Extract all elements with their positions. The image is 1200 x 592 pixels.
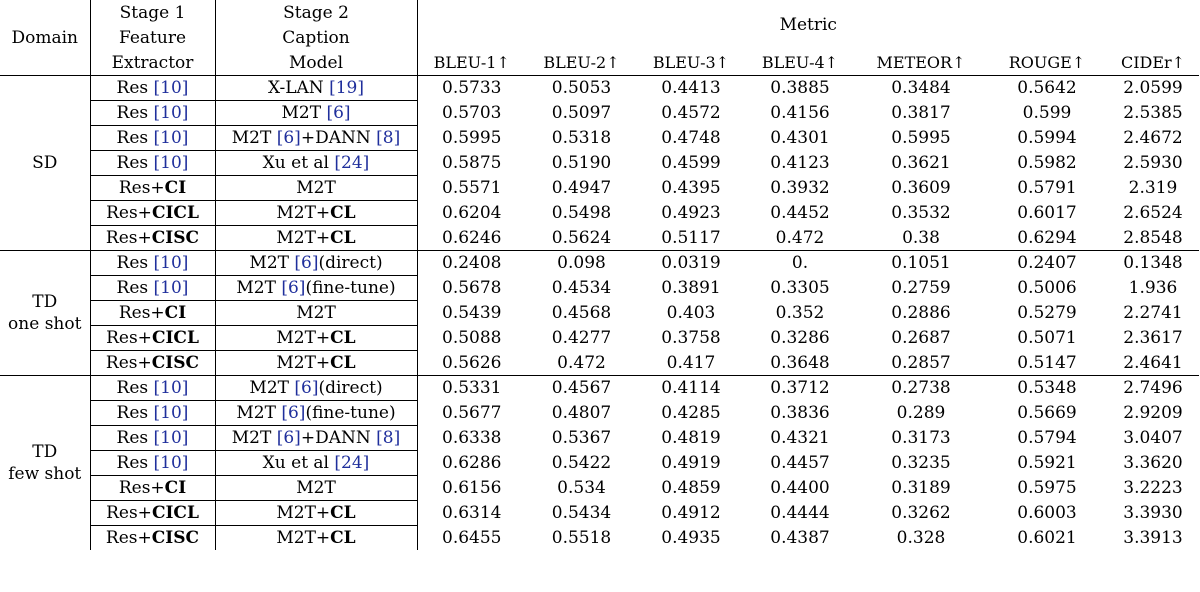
feature-extractor-cell — [90, 101, 215, 126]
metric-cell-bleu2: 0.098 — [557, 253, 606, 274]
metric-cell-bleu3: 0.4413 — [661, 78, 721, 99]
feature-extractor-cell-text: Res — [116, 103, 154, 123]
feature-extractor-cell-text: CISC — [151, 228, 200, 248]
metric-cell-bleu3: 0.3758 — [661, 328, 721, 348]
table-row — [0, 476, 1199, 501]
feature-extractor-cell-text: Res — [116, 378, 154, 398]
feature-extractor-cell-text: Res — [116, 278, 154, 298]
metric-cell-bleu3: 0.4923 — [661, 203, 721, 223]
metric-cell-bleu1: 0.5571 — [417, 176, 526, 201]
caption-model-cell-text: M2T — [231, 428, 277, 448]
metric-cell-meteor: 0.1051 — [891, 253, 951, 274]
metric-cell-meteor: 0.3262 — [891, 503, 951, 523]
citation-link[interactable]: [8] — [376, 428, 401, 448]
metric-cell-cider: 2.4672 — [1123, 128, 1183, 148]
table-row — [0, 376, 1199, 401]
feature-extractor-cell — [90, 351, 215, 376]
citation-link[interactable]: [10] — [153, 428, 189, 448]
metric-header-meteor: METEOR↑ — [855, 50, 987, 76]
caption-model-cell-text: M2T+ — [276, 228, 331, 248]
table-row — [0, 176, 1199, 201]
caption-model-cell — [215, 201, 417, 226]
feature-extractor-cell-text: Res+ — [105, 228, 152, 248]
metric-cell-bleu4: 0.4321 — [770, 428, 830, 448]
metric-cell-cider: 2.4641 — [1107, 351, 1199, 376]
metric-cell-meteor: 0.2857 — [855, 351, 987, 376]
feature-extractor-cell — [90, 401, 215, 426]
feature-extractor-cell-text: Res+ — [105, 528, 152, 548]
feature-extractor-cell — [90, 376, 215, 401]
table-row — [0, 76, 1199, 101]
citation-link[interactable]: [6] — [276, 428, 301, 448]
citation-link[interactable]: [10] — [153, 453, 189, 473]
domain-label: TD — [32, 292, 58, 312]
feature-extractor-cell — [90, 176, 215, 201]
metric-cell-bleu2: 0.4568 — [551, 303, 612, 323]
metric-cell-bleu4: 0.3836 — [770, 403, 830, 423]
feature-extractor-cell — [90, 76, 215, 101]
metric-cell-bleu2: 0.4947 — [551, 178, 612, 198]
caption-model-cell-text: M2T — [236, 278, 282, 298]
metric-cell-bleu4: 0.3932 — [770, 178, 830, 198]
caption-model-cell — [215, 476, 417, 501]
metric-cell-bleu2: 0.4567 — [551, 378, 612, 399]
table-row — [0, 101, 1199, 126]
feature-extractor-cell — [90, 226, 215, 251]
metric-cell-bleu2: 0.5190 — [551, 153, 612, 173]
metric-cell-bleu3: 0.5117 — [637, 226, 745, 251]
caption-model-cell — [215, 101, 417, 126]
metric-cell-bleu4: 0.4301 — [770, 128, 830, 148]
caption-model-cell-text: (direct) — [318, 378, 383, 398]
metric-cell-bleu1: 0.6156 — [417, 476, 526, 501]
table-row — [0, 351, 1199, 376]
feature-extractor-cell — [90, 251, 215, 276]
citation-link[interactable]: [10] — [153, 78, 189, 98]
metric-cell-meteor: 0.3609 — [891, 178, 951, 198]
caption-model-cell-text: +DANN — [300, 128, 377, 148]
citation-link[interactable]: [10] — [153, 378, 189, 398]
caption-model-cell-text: X-LAN — [268, 78, 330, 98]
metric-cell-bleu2: 0.5624 — [526, 226, 637, 251]
metric-cell-bleu4: 0.4123 — [770, 153, 830, 173]
caption-model-cell-text: M2T — [296, 478, 336, 498]
feature-extractor-cell-text: Res+ — [106, 328, 152, 348]
metric-cell-bleu1: 0.6286 — [417, 451, 526, 476]
citation-link[interactable]: [6] — [326, 103, 351, 123]
citation-link[interactable]: [24] — [334, 453, 370, 473]
metric-cell-meteor: 0.3621 — [891, 153, 951, 173]
table-row — [0, 326, 1199, 351]
feature-extractor-cell — [90, 476, 215, 501]
table-row — [0, 201, 1199, 226]
domain-label: one shot — [8, 314, 82, 334]
caption-model-cell — [215, 151, 417, 176]
metric-cell-rouge: 0.5975 — [1017, 478, 1077, 498]
caption-model-cell-text: M2T+ — [276, 503, 331, 523]
feature-extractor-cell — [90, 501, 215, 526]
metric-cell-bleu4: 0.4400 — [770, 478, 830, 498]
metric-cell-bleu1: 0.5626 — [417, 351, 526, 376]
metric-cell-bleu2: 0.5318 — [551, 128, 612, 148]
metric-cell-rouge: 0.2407 — [1017, 253, 1077, 274]
metric-cell-bleu4: 0.472 — [745, 226, 855, 251]
caption-model-cell — [215, 176, 417, 201]
caption-model-cell — [215, 76, 417, 101]
metric-cell-bleu2: 0.5367 — [551, 428, 612, 448]
caption-model-cell-text: M2T — [296, 303, 336, 323]
table-row — [0, 426, 1199, 451]
citation-link[interactable]: [6] — [281, 278, 306, 298]
feature-extractor-cell — [90, 301, 215, 326]
metric-cell-bleu1: 0.5678 — [417, 276, 526, 301]
table-header — [0, 0, 1199, 76]
citation-link[interactable]: [10] — [153, 403, 189, 423]
feature-extractor-cell-text: Res — [116, 78, 154, 98]
metric-cell-cider: 2.319 — [1128, 178, 1178, 198]
caption-model-cell-text: M2T+ — [276, 353, 331, 373]
metric-cell-bleu2: 0.534 — [557, 478, 606, 498]
metric-cell-bleu3: 0.4935 — [661, 527, 721, 548]
table-row — [0, 226, 1199, 251]
metric-cell-cider: 3.3913 — [1123, 527, 1183, 548]
caption-model-cell-text: M2T+ — [276, 328, 331, 348]
caption-model-cell-text: CL — [330, 328, 356, 348]
caption-model-cell — [215, 501, 417, 526]
caption-model-cell-text: M2T — [296, 178, 336, 198]
citation-link[interactable]: [19] — [329, 78, 364, 98]
feature-extractor-cell — [90, 326, 215, 351]
citation-link[interactable]: [10] — [153, 278, 189, 298]
domain-label: SD — [32, 153, 58, 173]
metric-cell-bleu3: 0.4819 — [661, 428, 721, 448]
metric-cell-bleu2: 0.5097 — [551, 103, 612, 123]
citation-link[interactable]: [6] — [276, 128, 301, 148]
feature-extractor-cell-text: CI — [164, 478, 187, 498]
metric-cell-bleu1: 0.6338 — [417, 426, 526, 451]
metric-cell-bleu3: 0.4572 — [661, 103, 721, 123]
caption-model-cell — [215, 251, 417, 276]
domain-label: few shot — [8, 464, 82, 484]
metric-cell-meteor: 0.5995 — [891, 128, 951, 148]
metric-cell-rouge: 0.5348 — [1017, 378, 1077, 399]
feature-extractor-cell-text: Res — [116, 453, 154, 473]
citation-link[interactable]: [24] — [334, 153, 370, 173]
feature-extractor-cell — [90, 201, 215, 226]
metric-cell-meteor: 0.3235 — [891, 453, 951, 473]
citation-link[interactable]: [6] — [281, 403, 306, 423]
metric-cell-cider: 3.3930 — [1123, 503, 1183, 523]
stage2-header-line3: Model — [215, 50, 417, 76]
metric-cell-bleu3: 0.403 — [666, 303, 716, 323]
metric-cell-bleu2: 0.5518 — [551, 527, 612, 548]
caption-model-cell-text: M2T+ — [276, 528, 331, 548]
domain-header: Domain — [0, 0, 90, 76]
metric-cell-cider: 2.6524 — [1123, 203, 1183, 223]
metric-cell-bleu3: 0.4919 — [661, 453, 721, 473]
caption-model-cell — [215, 276, 417, 301]
metric-cell-bleu4: 0.3648 — [745, 351, 855, 376]
feature-extractor-cell-text: Res — [116, 428, 154, 448]
metric-cell-rouge: 0.5994 — [1017, 128, 1077, 148]
metric-cell-meteor: 0.38 — [855, 226, 987, 251]
metric-cell-bleu3: 0.4285 — [661, 403, 721, 423]
feature-extractor-cell — [90, 426, 215, 451]
metric-cell-rouge: 0.5982 — [1017, 153, 1077, 173]
caption-model-cell-text: CL — [330, 228, 356, 248]
metric-cell-bleu4: 0.4156 — [770, 103, 830, 123]
table-row — [0, 126, 1199, 151]
caption-model-cell-text: (fine-tune) — [305, 403, 396, 423]
metric-cell-rouge: 0.599 — [1022, 103, 1072, 123]
feature-extractor-cell-text: CISC — [151, 353, 200, 373]
metric-cell-rouge: 0.5147 — [987, 351, 1107, 376]
stage1-header-line2: Feature — [90, 26, 215, 50]
metric-cell-rouge: 0.6294 — [987, 226, 1107, 251]
caption-model-cell — [215, 351, 417, 376]
citation-link[interactable]: [10] — [153, 253, 189, 273]
citation-link[interactable]: [10] — [153, 103, 189, 123]
feature-extractor-cell-text: Res+ — [118, 178, 165, 198]
metric-cell-bleu1: 0.6204 — [417, 201, 526, 226]
feature-extractor-cell-text: Res+ — [106, 503, 152, 523]
metric-cell-rouge: 0.5071 — [1017, 328, 1077, 348]
caption-model-cell-text: +DANN — [300, 428, 377, 448]
metric-cell-rouge: 0.6017 — [1017, 203, 1077, 223]
caption-model-cell — [215, 401, 417, 426]
feature-extractor-cell-text: CI — [164, 178, 187, 198]
metric-cell-meteor: 0.2886 — [891, 303, 951, 323]
feature-extractor-cell-text: CI — [164, 303, 187, 323]
metric-cell-rouge: 0.5642 — [1017, 78, 1077, 99]
metric-header-bleu1: BLEU-1↑ — [417, 50, 526, 76]
caption-model-cell-text: M2T — [249, 253, 295, 273]
caption-model-cell-text: CL — [330, 503, 356, 523]
metric-cell-bleu1: 0.6455 — [417, 526, 526, 551]
metric-cell-bleu3: 0.4395 — [661, 178, 721, 198]
metric-cell-bleu2: 0.5053 — [551, 78, 612, 99]
metric-group-header: Metric — [417, 0, 1199, 50]
metric-cell-cider: 3.3620 — [1123, 453, 1183, 473]
metric-cell-meteor: 0.2738 — [891, 378, 951, 399]
metric-cell-rouge: 0.6021 — [1017, 527, 1077, 548]
metric-cell-rouge: 0.5006 — [1017, 278, 1077, 298]
domain-cell — [0, 76, 90, 251]
feature-extractor-cell-text: Res+ — [106, 203, 152, 223]
metric-cell-bleu1: 0.6246 — [417, 226, 526, 251]
table-body — [0, 76, 1199, 551]
metric-cell-bleu3: 0.4859 — [661, 478, 721, 498]
metric-cell-bleu4: 0.3885 — [770, 78, 830, 99]
metric-cell-bleu1: 0.5677 — [417, 401, 526, 426]
metric-cell-rouge: 0.5669 — [1017, 403, 1077, 423]
citation-link[interactable]: [10] — [153, 128, 189, 148]
metric-cell-rouge: 0.5279 — [1017, 303, 1077, 323]
feature-extractor-cell — [90, 151, 215, 176]
caption-model-cell-text: M2T — [231, 128, 277, 148]
metric-cell-bleu1: 0.5703 — [417, 101, 526, 126]
metric-cell-bleu1: 0.5331 — [417, 376, 526, 401]
metric-cell-meteor: 0.3817 — [891, 103, 951, 123]
citation-link[interactable]: [6] — [294, 378, 319, 398]
metric-header-bleu4: BLEU-4↑ — [745, 50, 855, 76]
metric-cell-bleu4: 0.4387 — [770, 527, 830, 548]
citation-link[interactable]: [8] — [376, 128, 401, 148]
caption-model-cell-text: M2T — [249, 378, 295, 398]
feature-extractor-cell-text: CICL — [151, 203, 199, 223]
caption-model-cell-text: CL — [330, 203, 356, 223]
table-row — [0, 401, 1199, 426]
metric-cell-bleu2: 0.472 — [526, 351, 637, 376]
domain-label: TD — [32, 442, 58, 462]
stage1-header-line1: Stage 1 — [90, 0, 215, 26]
stage1-header-line3: Extractor — [90, 50, 215, 76]
metric-cell-bleu3: 0.4599 — [661, 153, 721, 173]
metric-cell-rouge: 0.6003 — [1017, 503, 1077, 523]
metric-cell-cider: 0.1348 — [1123, 253, 1183, 274]
caption-model-cell-text: M2T — [281, 103, 327, 123]
metric-cell-bleu4: 0.3286 — [770, 328, 830, 348]
feature-extractor-cell-text: Res — [116, 403, 154, 423]
metric-cell-bleu1: 0.5439 — [417, 301, 526, 326]
metric-cell-bleu4: 0.352 — [775, 303, 825, 323]
feature-extractor-cell — [90, 526, 215, 551]
metric-cell-rouge: 0.5791 — [1017, 178, 1077, 198]
table-row — [0, 451, 1199, 476]
feature-extractor-cell-text: Res+ — [118, 303, 165, 323]
feature-extractor-cell — [90, 276, 215, 301]
stage2-header-line1: Stage 2 — [215, 0, 417, 26]
caption-model-cell — [215, 326, 417, 351]
feature-extractor-cell-text: Res+ — [105, 353, 152, 373]
caption-model-cell-text: M2T — [236, 403, 282, 423]
metric-cell-cider: 2.7496 — [1123, 378, 1183, 399]
metric-cell-rouge: 0.5921 — [1017, 453, 1077, 473]
metric-cell-bleu4: 0.4444 — [770, 503, 830, 523]
feature-extractor-cell-text: CISC — [151, 528, 200, 548]
metric-cell-bleu2: 0.5422 — [551, 453, 612, 473]
feature-extractor-cell-text: Res — [116, 128, 154, 148]
table-row — [0, 276, 1199, 301]
metric-cell-bleu1: 0.5875 — [417, 151, 526, 176]
metric-cell-bleu2: 0.5434 — [551, 503, 612, 523]
caption-model-cell-text: (fine-tune) — [305, 278, 396, 298]
metric-cell-bleu1: 0.5995 — [417, 126, 526, 151]
metric-header-bleu2: BLEU-2↑ — [526, 50, 637, 76]
metric-cell-bleu1: 0.2408 — [417, 251, 526, 276]
feature-extractor-cell — [90, 126, 215, 151]
metric-cell-meteor: 0.2687 — [891, 328, 951, 348]
metric-cell-bleu1: 0.5733 — [417, 76, 526, 101]
metric-cell-meteor: 0.3173 — [891, 428, 951, 448]
metric-cell-bleu2: 0.4277 — [551, 328, 612, 348]
caption-model-cell-text: CL — [330, 353, 356, 373]
domain-cell — [0, 376, 90, 551]
metric-cell-cider: 1.936 — [1128, 278, 1178, 298]
metric-cell-bleu4: 0. — [791, 253, 809, 274]
metric-cell-bleu1: 0.6314 — [417, 501, 526, 526]
caption-model-cell-text: Xu et al — [262, 453, 335, 473]
caption-model-cell-text: Xu et al — [262, 153, 335, 173]
caption-model-cell — [215, 301, 417, 326]
caption-model-cell — [215, 376, 417, 401]
table-row — [0, 151, 1199, 176]
citation-link[interactable]: [10] — [153, 153, 189, 173]
caption-model-cell — [215, 426, 417, 451]
metric-cell-meteor: 0.2759 — [891, 278, 951, 298]
feature-extractor-cell-text: Res — [116, 153, 154, 173]
metric-cell-cider: 2.5385 — [1123, 103, 1183, 123]
metric-cell-cider: 3.2223 — [1123, 478, 1183, 498]
metric-cell-cider: 3.0407 — [1123, 428, 1183, 448]
metric-cell-bleu2: 0.4807 — [551, 403, 612, 423]
caption-model-cell-text: CL — [330, 528, 356, 548]
metric-cell-cider: 2.0599 — [1123, 78, 1183, 99]
metric-cell-meteor: 0.328 — [896, 527, 946, 548]
metric-header-rouge: ROUGE↑ — [987, 50, 1107, 76]
feature-extractor-cell-text: CICL — [151, 503, 199, 523]
metric-cell-bleu3: 0.4912 — [661, 503, 721, 523]
metric-cell-bleu3: 0.3891 — [661, 278, 721, 298]
feature-extractor-cell — [90, 451, 215, 476]
metric-cell-bleu4: 0.4452 — [770, 203, 830, 223]
metric-cell-bleu3: 0.417 — [637, 351, 745, 376]
metric-cell-meteor: 0.3484 — [891, 78, 951, 99]
stage2-header-line2: Caption — [215, 26, 417, 50]
metric-cell-bleu3: 0.4748 — [661, 128, 721, 148]
domain-cell — [0, 251, 90, 376]
metric-cell-cider: 2.9209 — [1123, 403, 1183, 423]
metric-cell-bleu2: 0.4534 — [551, 278, 612, 298]
caption-model-cell-text: M2T+ — [276, 203, 331, 223]
metric-cell-bleu3: 0.4114 — [661, 378, 721, 399]
metric-cell-bleu4: 0.3305 — [770, 278, 830, 298]
caption-model-cell — [215, 526, 417, 551]
metric-cell-rouge: 0.5794 — [1017, 428, 1077, 448]
table-row — [0, 301, 1199, 326]
metric-cell-bleu3: 0.0319 — [661, 253, 721, 274]
metric-cell-cider: 2.2741 — [1123, 303, 1183, 323]
metric-header-cider: CIDEr↑ — [1107, 50, 1199, 76]
metric-cell-bleu2: 0.5498 — [551, 203, 612, 223]
metric-cell-meteor: 0.289 — [896, 403, 946, 423]
citation-link[interactable]: [6] — [294, 253, 319, 273]
feature-extractor-cell-text: Res+ — [118, 478, 165, 498]
metric-cell-cider: 2.5930 — [1123, 153, 1183, 173]
caption-model-cell — [215, 226, 417, 251]
caption-model-cell — [215, 126, 417, 151]
metric-cell-bleu4: 0.3712 — [770, 378, 830, 399]
table-row — [0, 251, 1199, 276]
feature-extractor-cell-text: CICL — [151, 328, 199, 348]
table-row — [0, 526, 1199, 551]
feature-extractor-cell-text: Res — [116, 253, 154, 273]
caption-model-cell-text: (direct) — [318, 253, 383, 273]
table-row — [0, 501, 1199, 526]
metric-cell-meteor: 0.3189 — [891, 478, 951, 498]
metric-header-bleu3: BLEU-3↑ — [637, 50, 745, 76]
metric-cell-cider: 2.3617 — [1123, 328, 1183, 348]
caption-model-cell — [215, 451, 417, 476]
metric-cell-meteor: 0.3532 — [891, 203, 951, 223]
metric-cell-cider: 2.8548 — [1107, 226, 1199, 251]
metric-cell-bleu1: 0.5088 — [417, 326, 526, 351]
metric-cell-bleu4: 0.4457 — [770, 453, 830, 473]
